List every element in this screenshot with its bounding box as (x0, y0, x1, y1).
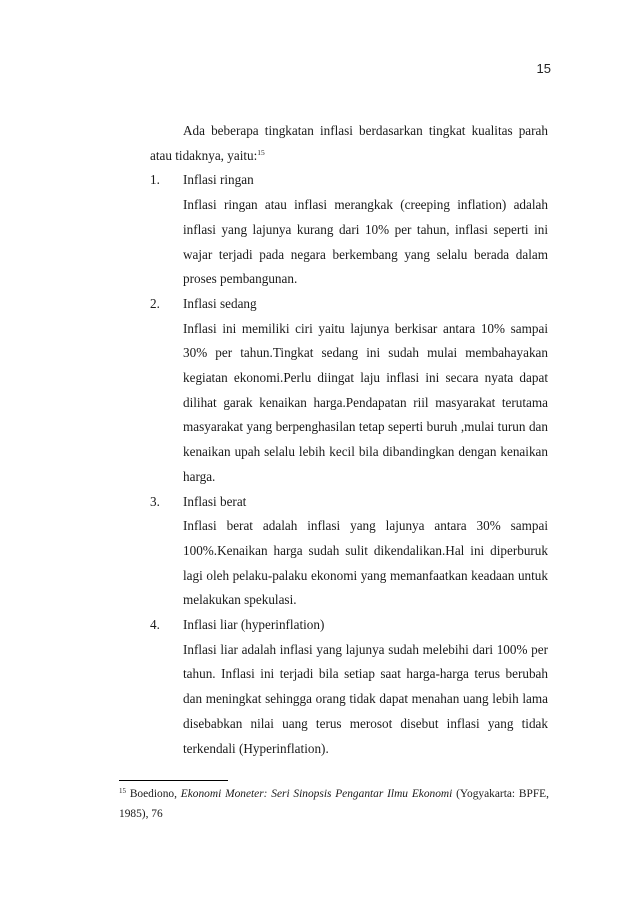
item-body: Inflasi liar adalah inflasi yang lajunya sudah melebihi dari 100% per tahun. Inflasi ini terjadi bila setiap saat harga-harga terus berubah dan meningkat sehingga orang tidak dapat menahan uang lebih lama disebabkan nilai uang terus merosot disebut inflasi yang tidak terkendali (Hyperinflation). (183, 641, 548, 756)
intro-text: Ada beberapa tingkatan inflasi berdasarkan tingkat kualitas parah atau tidaknya, yaitu: (150, 123, 548, 163)
page-number: 15 (536, 61, 551, 76)
footnote-publication: (Yogyakarta: BPFE, 1985), 76 (119, 788, 549, 820)
footnote-author: Boediono, (129, 788, 177, 800)
item-body: Inflasi ringan atau inflasi merangkak (creeping inflation) adalah inflasi yang lajunya kurang dari 10% per tahun, inflasi seperti ini wajar terjadi pada negara berkembang yang selalu berada dalam proses pembangunan. (183, 197, 548, 287)
list-item (150, 292, 548, 490)
item-heading: Inflasi berat (183, 493, 247, 509)
item-heading: Inflasi ringan (183, 172, 254, 188)
footnote-title: Ekonomi Moneter: Seri Sinopsis Pengantar Ilmu Ekonomi (180, 788, 453, 800)
footnote-marker: 15 (119, 787, 126, 795)
item-number: 3. (150, 493, 160, 509)
item-heading: Inflasi sedang (183, 295, 257, 311)
list-item (150, 168, 548, 292)
item-number: 1. (150, 172, 160, 188)
footnote-separator (119, 780, 228, 781)
main-text (150, 119, 548, 761)
item-heading: Inflasi liar (hyperinflation) (183, 617, 325, 633)
list-item (150, 613, 548, 761)
list-item (150, 490, 548, 614)
item-number: 2. (150, 295, 160, 311)
footnote (119, 785, 549, 824)
intro-paragraph (150, 119, 548, 168)
item-body: Inflasi berat adalah inflasi yang lajunya antara 30% sampai 100%.Kenaikan harga sudah sulit dikendalikan.Hal ini diperburuk lagi oleh pelaku-palaku ekonomi yang memanfaatkan keadaan untuk melakukan spekulasi. (183, 518, 548, 608)
footnote-reference[interactable]: 15 (257, 147, 265, 157)
item-number: 4. (150, 617, 160, 633)
inflation-levels-list (150, 168, 548, 761)
item-body: Inflasi ini memiliki ciri yaitu lajunya berkisar antara 10% sampai 30% per tahun.Tingkat sedang ini sudah mulai membahayakan kegiatan ekonomi.Perlu diingat laju inflasi ini secara nyata dapat dilihat garak kenaikan harga.Pendapatan riil masyarakat terutama masyarakat yang berpenghasilan tetap seperti buruh ,mulai turun dan kenaikan upah selalu lebih kecil bila dibandingkan dengan kenaikan harga. (183, 320, 548, 484)
